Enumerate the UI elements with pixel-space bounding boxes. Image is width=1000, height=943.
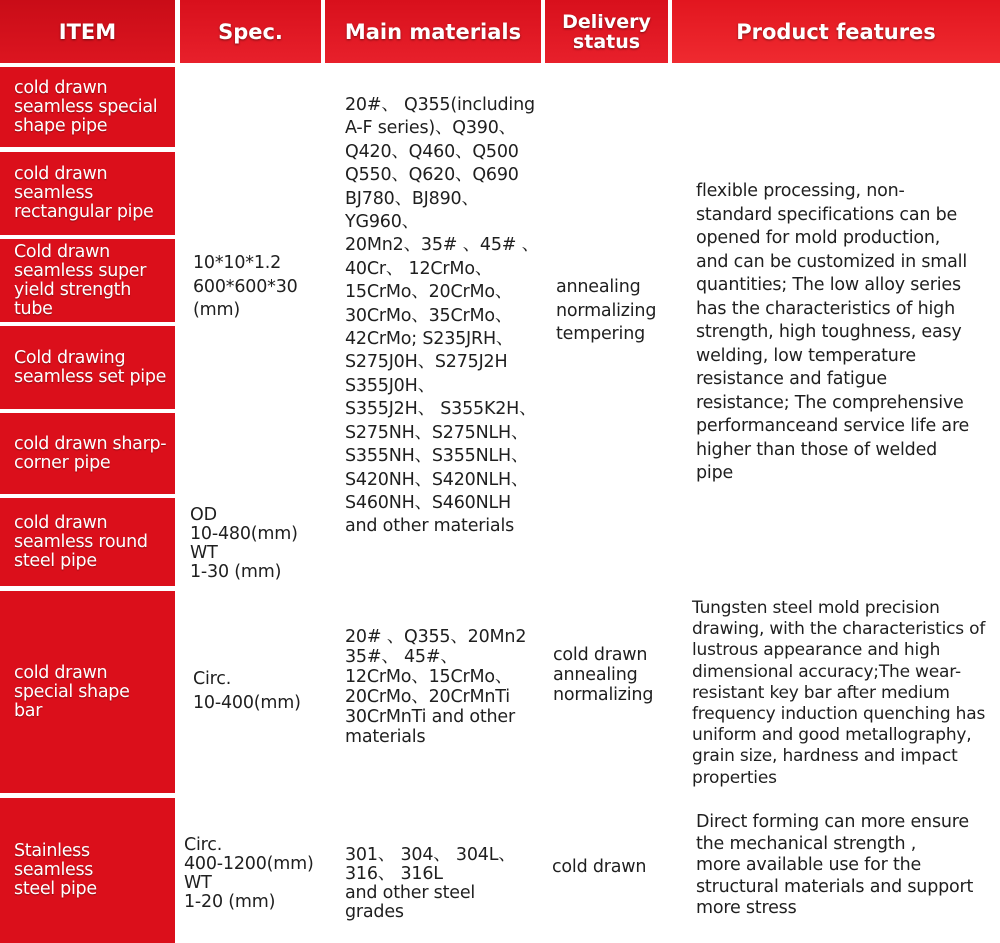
item-cell bbox=[0, 498, 175, 586]
header-delivery-label: Delivery status bbox=[562, 10, 651, 53]
item-label: Cold drawing seamless set pipe bbox=[14, 347, 167, 387]
header-spec-label: Spec. bbox=[218, 19, 283, 44]
header-materials-label: Main materials bbox=[344, 19, 522, 44]
item-label: cold drawn seamless special shape pipe bbox=[14, 77, 158, 136]
header-materials bbox=[325, 0, 541, 63]
item-cell bbox=[0, 326, 175, 409]
item-label: cold drawn seamless rectangular pipe bbox=[14, 164, 154, 222]
materials-text: 301、 304、 304L、 316、 316L and other steel grades bbox=[345, 845, 516, 922]
header-features bbox=[672, 0, 1000, 63]
spec-text: Circ. 400-1200(mm) WT 1-20 (mm) bbox=[184, 835, 314, 912]
item-label: cold drawn seamless round steel pipe bbox=[14, 512, 148, 571]
item-cell bbox=[0, 413, 175, 494]
header-features-label: Product features bbox=[736, 19, 936, 44]
delivery-text: cold drawn annealing normalizing bbox=[553, 645, 654, 705]
header-delivery bbox=[545, 0, 668, 63]
item-cell bbox=[0, 67, 175, 147]
materials-text: 20# 、Q355、20Mn2 35#、 45#、 12CrMo、15CrMo、 20CrMo、20CrMnTi 30CrMnTi and other materials bbox=[345, 627, 527, 747]
delivery-text: cold drawn bbox=[552, 857, 647, 877]
features-text: Direct forming can more ensure the mechanical strength , more available use for the structural materials and support more stress bbox=[696, 812, 974, 918]
features-text: flexible processing, non- standard specifications can be opened for mold production, and can be customized in small quantities; The low alloy series has the characteristics of high strength, high toughness, easy welding, low temperature resistance and fatigue resistance; The comprehensive performanceand service life are higher than those of welded pipe bbox=[696, 181, 970, 483]
delivery-text: annealing normalizing tempering bbox=[556, 277, 657, 344]
item-cell bbox=[0, 591, 175, 793]
item-label: cold drawn sharp- corner pipe bbox=[14, 433, 167, 473]
spec-text: Circ. 10-400(mm) bbox=[193, 669, 301, 713]
item-label: Stainless seamless steel pipe bbox=[14, 841, 97, 899]
header-item bbox=[0, 0, 175, 63]
header-spec bbox=[180, 0, 321, 63]
item-cell bbox=[0, 152, 175, 235]
item-label: Cold drawn seamless super yield strength tube bbox=[14, 241, 147, 319]
item-cell bbox=[0, 239, 175, 322]
features-text: Tungsten steel mold precision drawing, with the characteristics of lustrous appearance and high dimensional accuracy;The wear- resistant key bar after medium frequency induction quenching has uniform and good metallography, grain size, hardness and impact properties bbox=[692, 598, 986, 788]
header-item-label: ITEM bbox=[58, 19, 117, 44]
spec-text: OD 10-480(mm) WT 1-30 (mm) bbox=[190, 505, 298, 582]
spec-text: 10*10*1.2 600*600*30 (mm) bbox=[193, 253, 298, 320]
item-label: cold drawn special shape bar bbox=[14, 662, 130, 721]
materials-text: 20#、 Q355(including A-F series)、Q390、 Q420、Q460、Q500 Q550、Q620、Q690 BJ780、BJ890、 YG960、 20Mn2、35# 、45# 、 40Cr、 12CrMo、 15CrMo、20CrMo、 30CrMo、35CrMo、 42CrMo; S235JRH、 S275J0H、S275J2H S355J0H、 S355J2H、 S355K2H、 S275NH、S275NLH、 S355NH、S355NLH、 S420NH、S420NLH、 S460NH、S460NLH and other materials bbox=[345, 95, 539, 537]
item-cell bbox=[0, 798, 175, 943]
